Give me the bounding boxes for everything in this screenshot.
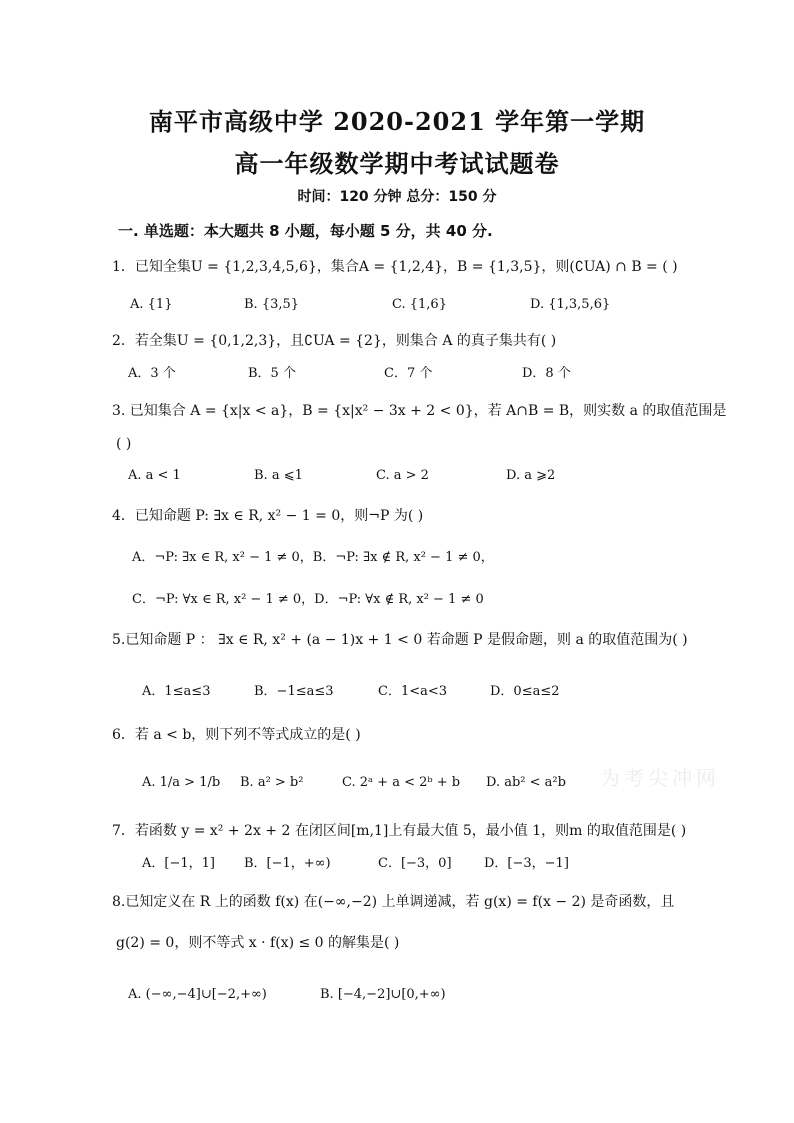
question-1-option-c: C. {1,6} [392, 297, 447, 312]
question-3-option-a: A. a < 1 [128, 468, 181, 483]
question-3-stem-cont: ( ) [116, 436, 132, 452]
question-3-stem: 3. 已知集合 A = {x|x < a}，B = {x|x² − 3x + 2 < 0}，若 A∩B = B，则实数 a 的取值范围是 [112, 403, 727, 419]
question-3-option-b: B. a ⩽1 [254, 468, 303, 483]
question-6-option-d: D. ab² < a²b [486, 775, 566, 790]
question-4-options-ab: A．¬P: ∃x ∈ R, x² − 1 ≠ 0，B．¬P: ∃x ∉ R, x² − 1 ≠ 0， [132, 550, 494, 565]
title-line-1: 南平市高级中学 2020-2021 学年第一学期 [148, 107, 646, 136]
question-3-option-c: C. a > 2 [376, 468, 429, 483]
question-2-stem: 2．若全集U = {0,1,2,3}，且∁UA = {2}，则集合 A 的真子集共有( ) [112, 333, 557, 349]
question-5-option-d: D．0≤a≤2 [490, 684, 560, 699]
question-4-stem: 4．已知命题 P: ∃x ∈ R, x² − 1 = 0，则¬P 为( ) [112, 508, 424, 524]
question-4-options-cd: C．¬P: ∀x ∈ R, x² − 1 ≠ 0，D．¬P: ∀x ∉ R, x² − 1 ≠ 0 [132, 592, 484, 607]
question-6-option-a: A. 1/a > 1/b [142, 775, 221, 790]
question-1-option-b: B. {3,5} [244, 297, 300, 312]
question-2-option-d: D．8 个 [522, 366, 571, 381]
question-7-option-d: D．[−3，−1] [484, 856, 569, 871]
question-5-option-b: B．−1≤a≤3 [254, 684, 334, 699]
question-8-stem-cont: g(2) = 0，则不等式 x · f(x) ≤ 0 的解集是( ) [116, 935, 400, 951]
exam-time-info: 时间：120 分钟 总分：150 分 [297, 189, 497, 205]
question-2-option-c: C．7 个 [384, 366, 433, 381]
question-5-stem: 5.已知命题 P ： ∃x ∈ R, x² + (a − 1)x + 1 < 0 若命题 P 是假命题，则 a 的取值范围为( ) [112, 632, 688, 648]
question-1-option-a: A. {1} [130, 297, 173, 312]
question-7-option-c: C．[−3，0] [378, 856, 452, 871]
question-7-stem: 7．若函数 y = x² + 2x + 2 在闭区间[m,1]上有最大值 5，最小值 1，则m 的取值范围是( ) [112, 823, 687, 839]
question-3-option-d: D. a ⩾2 [506, 468, 556, 483]
question-8-stem: 8.已知定义在 R 上的函数 f(x) 在(−∞,−2) 上单调递减，若 g(x) = f(x − 2) 是奇函数，且 [112, 894, 675, 910]
question-5-option-a: A．1≤a≤3 [142, 684, 211, 699]
section-title: 一. 单选题：本大题共 8 小题，每小题 5 分，共 40 分. [118, 222, 493, 240]
question-6-stem: 6．若 a < b，则下列不等式成立的是( ) [112, 727, 361, 743]
question-8-option-a: A. (−∞,−4]∪[−2,+∞) [128, 987, 267, 1002]
watermark: 为考尖冲网 [600, 766, 720, 790]
title-line-2: 高一年级数学期中考试试题卷 [234, 149, 560, 178]
question-2-option-b: B．5 个 [248, 366, 296, 381]
question-5-option-c: C．1<a<3 [378, 684, 448, 699]
question-2-option-a: A．3 个 [128, 366, 176, 381]
question-7-option-b: B．[−1，+∞) [244, 856, 331, 871]
question-6-option-b: B. a² > b² [240, 775, 304, 790]
question-1-option-d: D. {1,3,5,6} [530, 297, 611, 312]
question-1-stem: 1．已知全集U = {1,2,3,4,5,6}，集合A = {1,2,4}，B = {1,3,5}，则(∁UA) ∩ B = ( ) [112, 259, 678, 275]
question-6-option-c: C. 2ᵃ + a < 2ᵇ + b [342, 775, 461, 790]
question-7-option-a: A．[−1，1] [142, 856, 215, 871]
question-8-option-b: B. [−4,−2]∪[0,+∞) [320, 987, 446, 1002]
